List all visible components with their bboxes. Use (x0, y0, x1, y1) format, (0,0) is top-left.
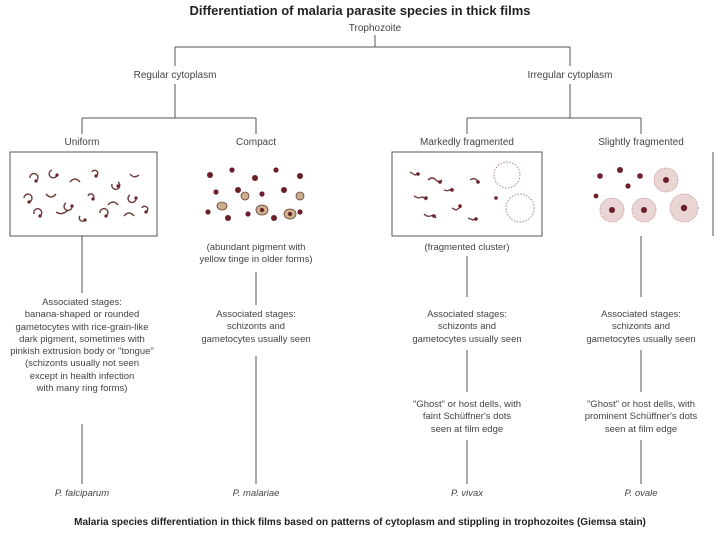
regular-cytoplasm-label: Regular cytoplasm (133, 70, 217, 81)
species-malariae: P. malariae (232, 488, 280, 499)
compact-label: Compact (235, 137, 276, 148)
frame-marked (392, 152, 542, 236)
species-vivax: P. vivax (450, 488, 484, 499)
uniform-stages: Associated stages: banana-shaped or rounded gametocytes with rice-grain-like dark pigment, sometimes with pinkish extrusion body or "tongue" (schizonts usually not seen except in health infection with many ring forms) (10, 297, 154, 395)
compact-parasite-image (205, 167, 304, 221)
slight-extra: "Ghost" or host dells, with prominent Schüffner's dots seen at film edge (584, 399, 698, 435)
uniform-label: Uniform (64, 137, 100, 148)
diagram-title: Differentiation of malaria parasite species in thick films (189, 3, 531, 18)
slight-stages: Associated stages: schizonts and gametocytes usually seen (586, 309, 696, 345)
root-label: Trophozoite (348, 23, 402, 34)
compact-stages: Associated stages: schizonts and gametocytes usually seen (201, 309, 311, 345)
figure-caption: Malaria species differentiation in thick films based on patterns of cytoplasm and stippling in trophozoites (Giemsa stain) (74, 517, 646, 528)
species-ovale: P. ovale (624, 488, 658, 499)
compact-note: (abundant pigment with yellow tinge in older forms) (199, 242, 313, 266)
marked-extra: "Ghost" or host dells, with faint Schüffner's dots seen at film edge (412, 399, 522, 435)
frame-uniform (10, 152, 157, 236)
uniform-parasite-image (24, 170, 148, 221)
irregular-cytoplasm-label: Irregular cytoplasm (527, 70, 613, 81)
slight-label: Slightly fragmented (598, 137, 684, 148)
species-falciparum: P. falciparum (54, 488, 110, 499)
marked-note: (fragmented cluster) (424, 242, 510, 253)
marked-parasite-image (410, 162, 534, 222)
marked-stages: Associated stages: schizonts and gametocytes usually seen (412, 309, 522, 345)
slight-parasite-image (594, 167, 698, 222)
marked-label: Markedly fragmented (420, 137, 514, 148)
